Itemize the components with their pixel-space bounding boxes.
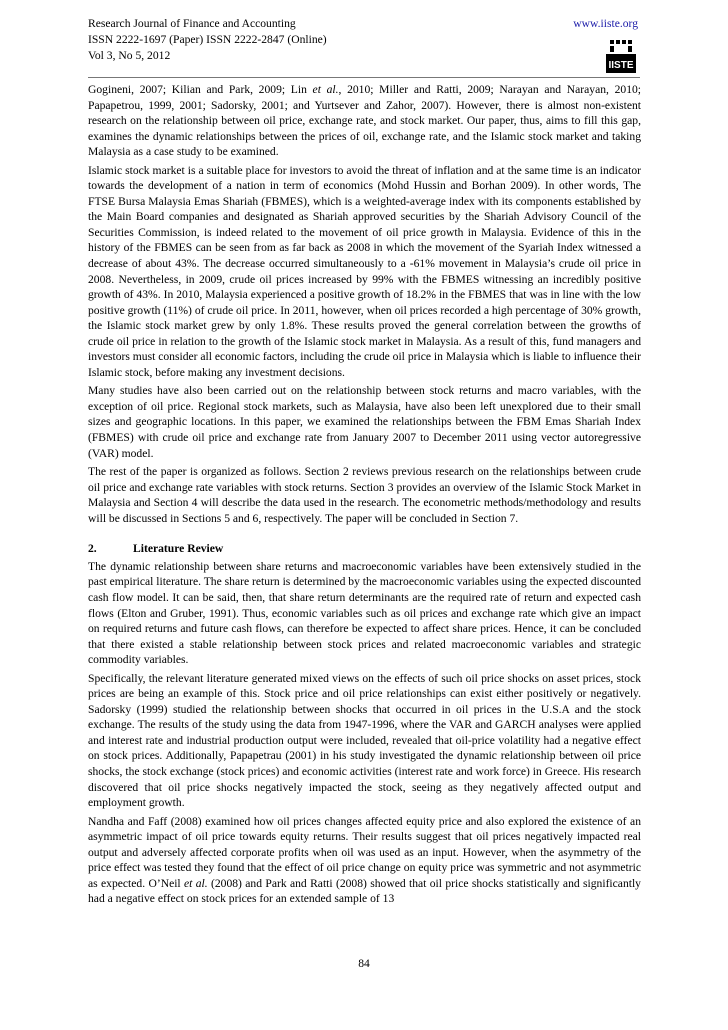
- text-run: , 2010; Miller and Ratti, 2009; Narayan and Narayan, 2010; Papapetrou, 1999, 2001; Sadorsky, 2001; and Yurtsever and Zahor, 2007). However, there is almost non-existent research on the relationship between oil price, exchange rate, and stock market. Our paper, thus, aims to fill this gap, examines the dynamic relationships between the prices of oil, exchange rate, and the Islamic stock market and taking Malaysia as a case study to be examined.: [88, 83, 642, 159]
- text-run: Specifically, the relevant literature generated mixed views on the effects of such oil price shocks on asset prices, stock prices are being an example of this. Stock price and oil price relationships can exist either positively or negatively. Sadorsky (1999) studied the relationship between shocks that occurred in oil prices in the U.S.A and the stock exchange. The results of the study using the data from 1947-1996, where the VAR and GARCH analyses were applied and interest rate and industrial production output were included, revealed that oil-price volatility had a negative effect on stock prices. Additionally, Papapetrau (2001) in his study investigated the dynamic relationship between oil price shocks, the stock exchange (stock prices) and economic activities (interest rate and work force) in Greece. His research discovered that oil price shocks negatively impacted the stock, seeing as they negatively affected output and employment growth.: [88, 671, 641, 810]
- iiste-logo: [606, 37, 636, 73]
- italic-text: et al.: [312, 83, 339, 96]
- paragraph: [88, 671, 641, 811]
- section-number: 2.: [88, 542, 97, 556]
- text-run: Many studies have also been carried out on the relationship between stock returns and macro variables, with the exception of oil price. Regional stock markets, such as Malaysia, have also been left unexplored due to their small sizes and geographic locations. In this paper, we examined the relationships between the FBM Emas Shariah Index (FBMES) with crude oil price and exchange rate from January 2007 to December 2011 using vector autoregressive (VAR) model.: [88, 384, 641, 460]
- section-title: Literature Review: [133, 542, 224, 556]
- paragraph: [88, 464, 641, 526]
- literature-paragraphs: [88, 559, 641, 907]
- paragraph: [88, 163, 641, 381]
- paragraph: [88, 383, 641, 461]
- page-body: [88, 82, 641, 910]
- text-run: The rest of the paper is organized as follows. Section 2 reviews previous research on the relationships between crude oil price and exchange rate variables with stock returns. Section 3 provides an overview of the Islamic Stock Market in Malaysia and Section 4 will describe the data used in the research. The econometric methods/methodology and results will be discussed in Sections 5 and 6, respectively. The paper will be concluded in Section 7.: [88, 465, 641, 525]
- issn-line: ISSN 2222-1697 (Paper) ISSN 2222-2847 (Online): [88, 33, 327, 46]
- paragraph: [88, 559, 641, 668]
- running-header: [88, 16, 640, 76]
- text-run: The dynamic relationship between share returns and macroeconomic variables have been extensively studied in the past empirical literature. The share return is determined by the macroeconomic variables using the expected discounted cash flow model. It can be said, then, that share return determinants are the required rate of return and expected cash flows (Elton and Gruber, 1991). Thus, economic variables such as oil prices and exchange rate which give an impact on required returns and future cash flows, can therefore be expected to affect share prices. Hence, it can be concluded that there existed a stable relationship between stock prices and related macroeconomic variables and strategic commodity variables.: [88, 559, 641, 667]
- section-heading: [88, 541, 641, 557]
- intro-paragraphs: [88, 82, 641, 526]
- paragraph: [88, 814, 641, 907]
- text-run: (2008) and Park and Ratti (2008) showed that oil price shocks statistically and significantly had a negative effect on stock prices for an extended sample of 13: [88, 876, 641, 906]
- paragraph: [88, 82, 641, 160]
- text-run: Islamic stock market is a suitable place for investors to avoid the threat of inflation and at the same time is an indicator towards the development of a nation in term of economics (Mohd Hussin and Borhan 2009). In other words, The FTSE Bursa Malaysia Emas Shariah (FBMES), which is a weighted-average index with its components established by the Main Board companies and designated as Shariah approved securities by the Shariah Advisory Council of the Securities Commission, is indeed related to the movement of oil price growth in Malaysia. Evidence of this in the history of the FBMES can be seen from as far back as 2008 in which the movement of the Syariah Index witnessed a decrease of about 43%. The decrease occurred simultaneously to a -61% movement in Malaysia’s crude oil price in 2008. Nevertheless, in 2009, crude oil prices increased by 99% with the FBMES witnessing an incredibly positive growth of 43%. In 2010, Malaysia experienced a positive growth of 18.2% in the FBMES that was in line with the low positive growth (11%) of crude oil price. In 2011, however, when oil prices recorded a high percentage of 30% growth, the Islamic stock market grew by only 1.8%. These results proved the general correlation between the growths of crude oil price in relation to the growth of the Islamic stock market in Malaysia. As a result of this, fund managers and investors must consider all economic factors, including the crude oil price in Malaysia which is liable to influence their Islamic stock, before making any investment decisions.: [88, 163, 641, 379]
- page-number: 84: [358, 957, 370, 970]
- text-run: Gogineni, 2007; Kilian and Park, 2009; Lin: [88, 83, 313, 96]
- journal-url-link[interactable]: www.iiste.org: [573, 17, 638, 30]
- svg-text:IISTE: IISTE: [608, 60, 634, 71]
- header-rule: [88, 77, 640, 78]
- volume-line: Vol 3, No 5, 2012: [88, 49, 171, 62]
- journal-title: Research Journal of Finance and Accounting: [88, 17, 296, 30]
- text-run: Nandha and Faff (2008) examined how oil prices changes affected equity price and also explored the existence of an asymmetric impact of oil price towards equity returns. Their results suggest that oil prices negatively impacted real output and adversely affected corporate profits when oil was used as an input. However, when the asymmetry of the price effect was tested they found that the effect of oil price change on equity price was symmetric and not asymmetric as expected. O’Neil: [88, 814, 641, 890]
- italic-text: et al.: [184, 876, 208, 890]
